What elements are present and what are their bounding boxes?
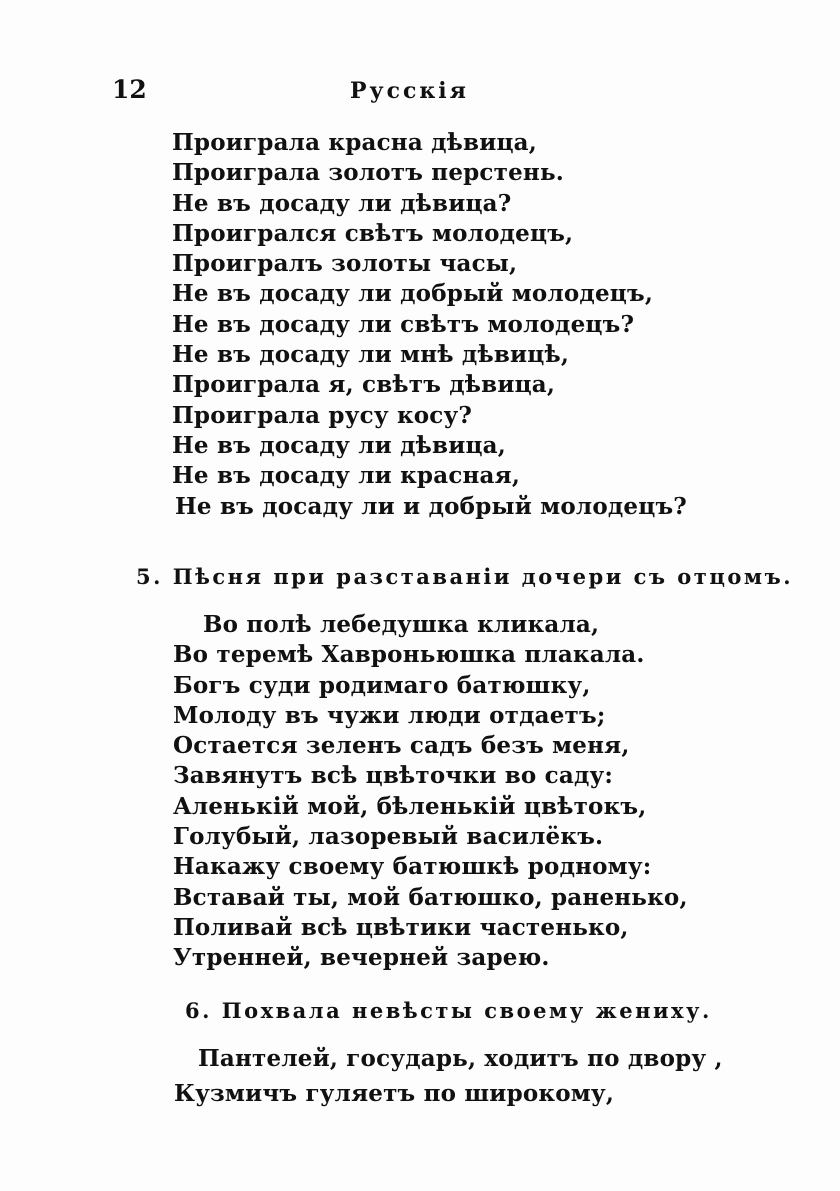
poem-stanza xyxy=(172,128,687,522)
verse-line: Вставай ты, мой батюшко, раненько, xyxy=(173,883,688,911)
verse-line: Проиграла золотъ перстень. xyxy=(172,159,564,187)
verse-line: Не въ досаду ли мнѣ дѣвицѣ, xyxy=(172,341,570,369)
song-heading: 5. Пѣсня при разставаніи дочери съ отцомъ. xyxy=(136,564,793,589)
verse-line: Не въ досаду ли и добрый молодецъ? xyxy=(175,492,687,520)
verse-line: Не въ досаду ли дѣвица, xyxy=(172,431,506,459)
verse-line: Не въ досаду ли свѣтъ молодецъ? xyxy=(172,310,635,338)
verse-line: Проигрался свѣтъ молодецъ, xyxy=(172,219,574,247)
verse-line: Не въ досаду ли красная, xyxy=(172,462,521,490)
verse-line: Богъ суди родимаго батюшку, xyxy=(173,671,591,699)
verse-line: Проиграла я, свѣтъ дѣвица, xyxy=(172,371,556,399)
verse-line: Поливай всѣ цвѣтики частенько, xyxy=(173,913,629,941)
verse-line: Аленькій мой, бѣленькій цвѣтокъ, xyxy=(173,792,647,820)
verse-line: Проиграла русу косу? xyxy=(172,401,473,429)
verse-line: Кузмичъ гуляетъ по широкому, xyxy=(174,1080,615,1107)
verse-line: Утренней, вечерней зарею. xyxy=(173,944,550,972)
verse-line: Во теремѣ Хавроньюшка плакала. xyxy=(173,641,645,669)
verse-line: Остается зеленъ садъ безъ меня, xyxy=(173,732,630,760)
page-number: 12 xyxy=(112,75,147,104)
verse-line: Не въ досаду ли добрый молодецъ, xyxy=(172,280,654,308)
song-heading: 6. Похвала невѣсты своему жениху. xyxy=(185,998,712,1023)
verse-line: Не въ досаду ли дѣвица? xyxy=(172,189,512,217)
verse-line: Во полѣ лебедушка кликала, xyxy=(203,611,600,638)
verse-line: Проигралъ золоты часы, xyxy=(172,250,518,278)
verse-line: Голубый, лазоревый василёкъ. xyxy=(173,823,604,851)
verse-line: Молоду въ чужи люди отдаетъ; xyxy=(173,701,606,729)
verse-line: Пантелей, государь, ходитъ по двору , xyxy=(198,1045,723,1072)
verse-line: Завянутъ всѣ цвѣточки во саду: xyxy=(173,762,614,790)
running-title: Русскія xyxy=(350,78,469,104)
verse-line: Накажу своему батюшкѣ родному: xyxy=(173,853,652,881)
poem-stanza xyxy=(173,1044,723,1114)
poem-stanza xyxy=(173,610,688,974)
verse-line: Проиграла красна дѣвица, xyxy=(172,129,537,156)
